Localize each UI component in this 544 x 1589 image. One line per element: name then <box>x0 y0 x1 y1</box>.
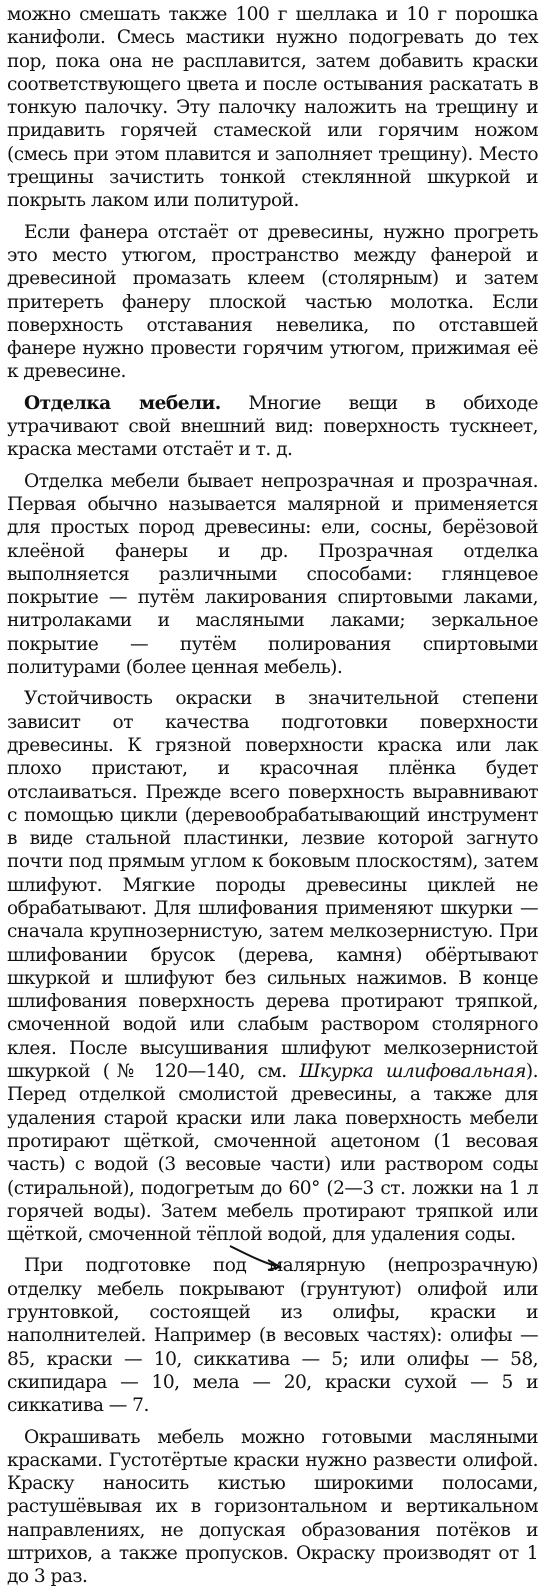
paragraph-painting <box>7 1426 538 1589</box>
text-run: Отделка мебели бывает непрозрачная и прозрачная. Первая обычно называется малярной и применяется для простых пород древесины: ели, сосны, берёзовой клеёной фанеры и др. Прозрачная отделка выполняется различными способами: глянцевое покрытие — путём лакирования спиртовыми лаками, нитролаками и масляными лаками; зеркальное покрытие — путём полирования спиртовыми политурами (более ценная мебель). <box>7 470 538 679</box>
paragraph-finish-types <box>7 470 538 680</box>
paragraph-surface-preparation <box>7 687 538 1246</box>
text-run: ). Перед отделкой смолистой древесины, а также для удаления старой краски или лака поверхность мебели протирают щёткой, смоченной ацетоном (1 весовая часть) с водой (3 весовые части) или раствором соды (стиральной), подогретым до 60° (2—3 ст. ложки на 1 л горячей воды). Затем мебель протирают тряпкой или щёткой, смоченной тёплой водой, для удаления соды. <box>7 1061 538 1246</box>
text-run: Устойчивость окраски в значительной степени зависит от качества подготовки поверхности древесины. К грязной поверхности краска или лак плохо пристают, и красочная плёнка будет отслаиваться. Прежде всего поверхность выравнивают с помощью цикли (деревообрабатывающий инструмент в виде стальной пластинки, лезвие которой загнуто почти под прямым углом к боковым плоскостям), затем шлифуют. Мягкие породы древесины циклей не обрабатывают. Для шлифования применяют шкурки — сначала крупнозернистую, затем мелкозернистую. При шлифовании брусок (дерева, камня) обёртывают шкуркой и шлифуют без сильных нажимов. В конце шлифования поверхность дерева протирают тряпкой, смоченной водой или слабым раствором столярного клея. После высушивания шлифуют мелкозернистой шкуркой (№ 120—140, см. <box>7 688 538 1083</box>
text-run: При подготовке под малярную (непрозрачную) отделку мебель покрывают (грунтуют) олифой или грунтовкой, состоящей из олифы, краски и наполнителей. Например (в весовых частях): олифы — 85, краски — 10, сиккатива — 5; или олифы — 58, скипидара — 10, мела — 20, краски сухой — 5 и сиккатива — 7. <box>7 1255 538 1417</box>
text-run: Окрашивать мебель можно готовыми масляными красками. Густотёртые краски нужно развести олифой. Краску наносить кистью широкими полосами, растушёвывая их в горизонтальном и вертикальном направлениях, не допуская образования потёков и штрихов, а также пропусков. Окраску производят от 1 до 3 раз. <box>7 1426 538 1588</box>
cross-reference: Шкурка шлифовальная <box>299 1061 526 1083</box>
text-run: Если фанера отстаёт от древесины, нужно прогреть это место утюгом, пространство между фанерой и древесиной промазать клеем (столярным) и затем притереть фанеру плоской частью молотка. Если поверхность отставания невелика, по отставшей фанере нужно провести горячим утюгом, прижимая её к древесине. <box>7 221 538 383</box>
paragraph-mastic <box>7 3 538 213</box>
text-run: Многие вещи в обиходе утрачивают свой внешний вид: поверхность тускнеет, краска местами отстаёт и т. д. <box>7 392 538 461</box>
run-in-heading: Отделка мебели. <box>24 392 221 414</box>
paragraph-furniture-finishing <box>7 392 538 462</box>
paragraph-priming <box>7 1254 538 1417</box>
paragraph-veneer <box>7 221 538 384</box>
text-run: можно смешать также 100 г шеллака и 10 г порошка канифоли. Смесь мастики нужно подогревать до тех пор, пока она не расплавится, затем добавить краски соответствующего цвета и после остывания раскатать в тонкую палочку. Эту палочку наложить на трещину и придавить горячей стамеской или горячим ножом (смесь при этом плавится и заполняет трещину). Место трещины зачистить тонкой стеклянной шкуркой и покрыть лаком или политурой. <box>7 4 538 212</box>
